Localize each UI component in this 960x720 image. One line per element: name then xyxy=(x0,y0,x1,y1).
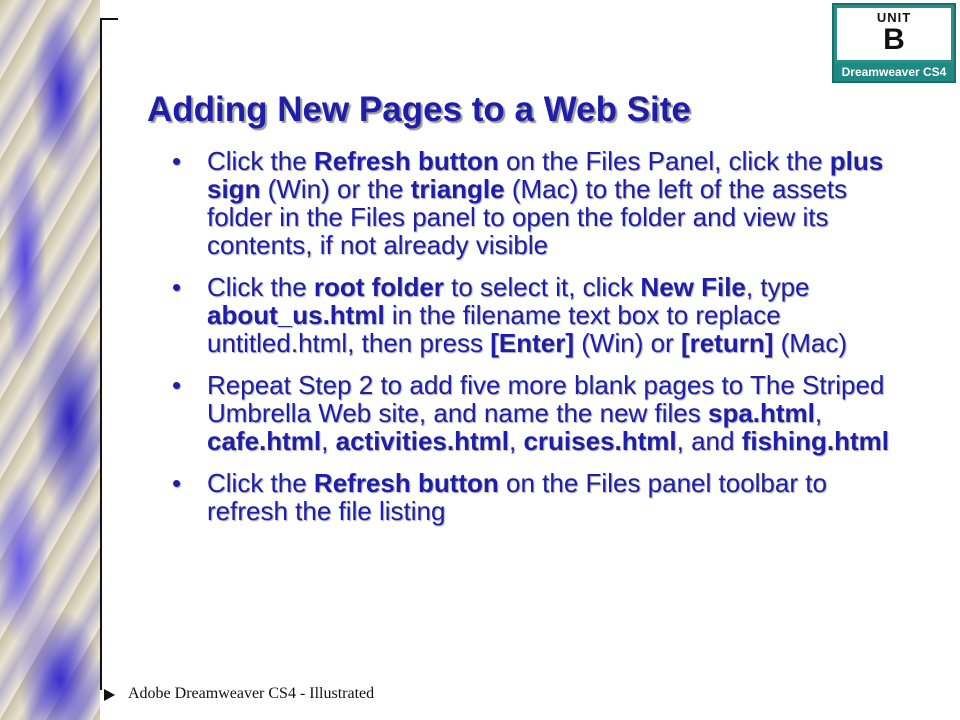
footer-text: Adobe Dreamweaver CS4 - Illustrated xyxy=(128,685,375,702)
bullet-bold-text: Refresh button xyxy=(313,468,499,498)
bullet-dot: • xyxy=(172,468,182,498)
bullet-item xyxy=(160,469,890,525)
bullet-text: , and xyxy=(676,426,742,456)
bullet-list xyxy=(160,147,890,539)
bullet-dot: • xyxy=(172,370,182,400)
bullet-item xyxy=(160,371,890,455)
bullet-text: in the filename text box to replace untitled.html, then press xyxy=(207,300,781,358)
bullet-bold-text: [Enter] xyxy=(490,328,575,358)
bullet-text: Repeat Step 2 to add five more blank pages to The Striped Umbrella Web site, and name the new files xyxy=(207,370,885,428)
bullet-text: Click the xyxy=(207,468,314,498)
bullet-text: , xyxy=(814,398,823,428)
bullet-text: (Mac) to the left of the assets folder in the Files panel to open the folder and view its contents, if not already visible xyxy=(207,174,848,260)
bullet-bold-text: about_us.html xyxy=(207,300,385,330)
bullet-bold-text: root folder xyxy=(313,272,444,302)
bullet-text: , xyxy=(321,426,336,456)
bullet-text: Click the xyxy=(207,272,314,302)
bullet-dot: • xyxy=(172,272,182,302)
bullet-bold-text: cafe.html xyxy=(207,426,322,456)
vertical-divider-line xyxy=(100,18,102,690)
divider-corner-tick xyxy=(100,18,118,20)
bullet-text: (Win) or xyxy=(574,328,681,358)
bullet-bold-text: fishing.html xyxy=(741,426,890,456)
bullet-bold-text: [return] xyxy=(680,328,774,358)
bullet-text: Click the xyxy=(207,146,314,176)
bullet-bold-text: New File xyxy=(640,272,746,302)
bullet-text: , type xyxy=(745,272,810,302)
unit-label: UNIT xyxy=(876,10,912,25)
bullet-bold-text: plus sign xyxy=(207,146,884,204)
unit-badge xyxy=(832,3,956,83)
bullet-bold-text: triangle xyxy=(410,174,505,204)
bullet-text: , xyxy=(509,426,524,456)
unit-badge-top xyxy=(834,5,954,63)
product-name: Dreamweaver CS4 xyxy=(834,63,954,81)
bullet-text: (Mac) xyxy=(773,328,848,358)
bullet-bold-text: activities.html xyxy=(335,426,510,456)
decorative-side-artwork xyxy=(0,0,100,720)
bullet-text: on the Files Panel, click the xyxy=(498,146,830,176)
bullet-bold-text: Refresh button xyxy=(313,146,499,176)
bullet-bold-text: spa.html xyxy=(707,398,815,428)
bullet-text: on the Files panel toolbar to refresh the file listing xyxy=(207,468,827,526)
footer-arrow-icon xyxy=(104,689,115,701)
bullet-item xyxy=(160,147,890,259)
bullet-bold-text: cruises.html xyxy=(523,426,677,456)
unit-letter: B xyxy=(883,23,905,56)
bullet-dot: • xyxy=(172,146,182,176)
slide-title: Adding New Pages to a Web Site xyxy=(147,90,691,129)
bullet-item xyxy=(160,273,890,357)
bullet-text: (Win) or the xyxy=(260,174,411,204)
bullet-text: to select it, click xyxy=(443,272,641,302)
